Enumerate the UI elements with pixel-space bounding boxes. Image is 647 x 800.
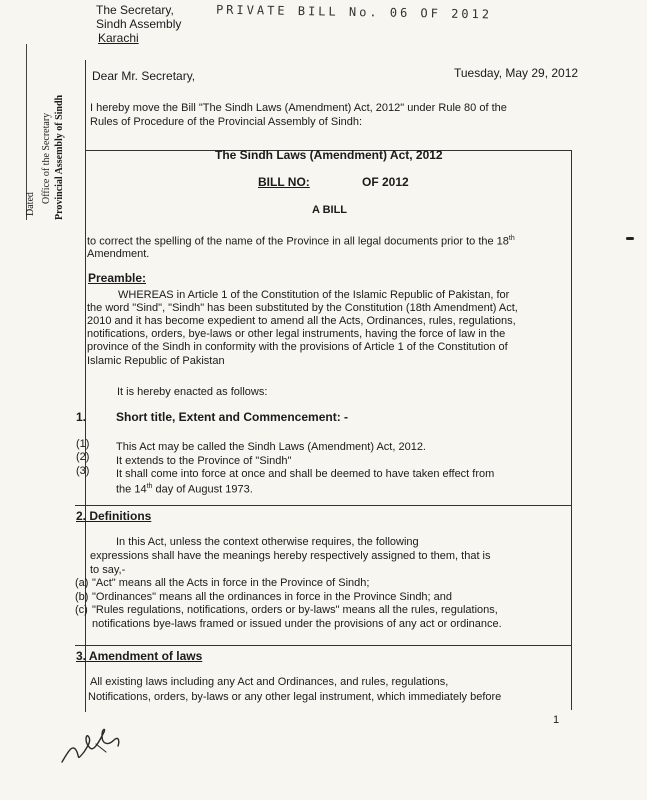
preamble-line: 2010 and it has become expedient to amend all the Acts, Ordinances, rules, regulations, — [87, 315, 516, 327]
addressee-line-1: The Secretary, — [96, 3, 174, 17]
definition-item-c-line-2: notifications bye-laws framed or issued under the provisions of any act or ordinance. — [92, 618, 502, 630]
page-number: 1 — [553, 714, 560, 726]
section-3-rule — [75, 645, 571, 646]
section-1-item-3-line-2: the 14th day of August 1973. — [116, 483, 253, 496]
preamble-line: notifications, orders, bye-laws or other legal instruments, having the force of law in the — [87, 328, 506, 340]
definition-item-number: (c) — [75, 604, 88, 616]
margin-rule-right — [571, 150, 572, 710]
section-2-heading: 2. Definitions — [76, 509, 152, 523]
definition-item-text: "Ordinances" means all the ordinances in force in the Province Sindh; and — [92, 591, 453, 603]
definition-item-number: (b) — [75, 591, 89, 603]
section-1-item-text: It shall come into force at once and shall be deemed to have taken effect from — [116, 468, 495, 480]
letter-body-line-2: Rules of Procedure of the Provincial Assembly of Sindh: — [90, 116, 363, 128]
section-2-intro-line-1: In this Act, unless the context otherwise requires, the following — [116, 536, 419, 548]
letter-date: Tuesday, May 29, 2012 — [454, 66, 579, 80]
office-stamp — [26, 44, 69, 220]
section-1-item-text: It extends to the Province of "Sindh" — [116, 455, 292, 467]
enacted-clause: It is hereby enacted as follows: — [117, 386, 268, 398]
signature-image — [58, 722, 128, 768]
section-1-item-text: This Act may be called the Sindh Laws (Amendment) Act, 2012. — [116, 441, 426, 453]
section-3-line-1: All existing laws including any Act and Ordinances, and rules, regulations, — [90, 676, 449, 688]
preamble-line: Islamic Republic of Pakistan — [87, 355, 225, 367]
section-2-rule — [75, 505, 571, 506]
stamp-line-3: Dated — [25, 192, 36, 216]
stamp-line-2: Provincial Assembly of Sindh — [54, 94, 65, 220]
purpose-line-1: to correct the spelling of the name of the Province in all legal documents prior to the 18th — [87, 235, 515, 248]
definition-item-text: "Rules regulations, notifications, orders or by-laws" means all the rules, regulations, — [92, 604, 498, 616]
bill-title: The Sindh Laws (Amendment) Act, 2012 — [215, 148, 443, 162]
section-1-item-number: (2) — [76, 451, 90, 463]
definition-item-number: (a) — [75, 577, 89, 589]
addressee-line-3: Karachi — [98, 31, 139, 45]
preamble-line: province of the Sindh in conformity with the provisions of Article 1 of the Constitution of — [87, 341, 508, 353]
section-1-heading: Short title, Extent and Commencement: - — [116, 410, 349, 424]
bill-no-label: BILL NO: — [258, 175, 310, 189]
purpose-line-2: Amendment. — [87, 248, 150, 260]
definition-item-text: "Act" means all the Acts in force in the Province of Sindh; — [92, 577, 370, 589]
section-1-item-number: (1) — [76, 438, 90, 450]
bill-heading: A BILL — [312, 204, 348, 216]
preamble-line: the word "Sind", "Sindh" has been substituted by the Constitution (18th Amendment) Act, — [87, 302, 518, 314]
section-2-intro-line-2: expressions shall have the meanings hereby respectively assigned to them, that is — [90, 550, 491, 562]
salutation: Dear Mr. Secretary, — [92, 69, 196, 83]
handwritten-bill-label: PRIVATE BILL No. 06 OF 2012 — [215, 2, 493, 22]
section-1-item-number: (3) — [76, 465, 90, 477]
section-2-intro-line-3: to say,- — [90, 564, 126, 576]
section-3-line-2: Notifications, orders, by-laws or any other legal instrument, which immediately before — [88, 691, 502, 703]
stamp-line-1: Office of the Secretary — [41, 112, 52, 204]
preamble-heading: Preamble: — [88, 271, 147, 285]
addressee-line-2: Sindh Assembly — [96, 17, 182, 31]
letter-body-line-1: I hereby move the Bill "The Sindh Laws (Amendment) Act, 2012" under Rule 80 of the — [90, 102, 507, 114]
bill-no-year: OF 2012 — [362, 175, 409, 189]
preamble-line: WHEREAS in Article 1 of the Constitution of the Islamic Republic of Pakistan, for — [118, 289, 510, 301]
margin-mark — [626, 237, 634, 240]
section-3-heading: 3. Amendment of laws — [76, 649, 203, 663]
section-1-number: 1. — [76, 410, 87, 424]
